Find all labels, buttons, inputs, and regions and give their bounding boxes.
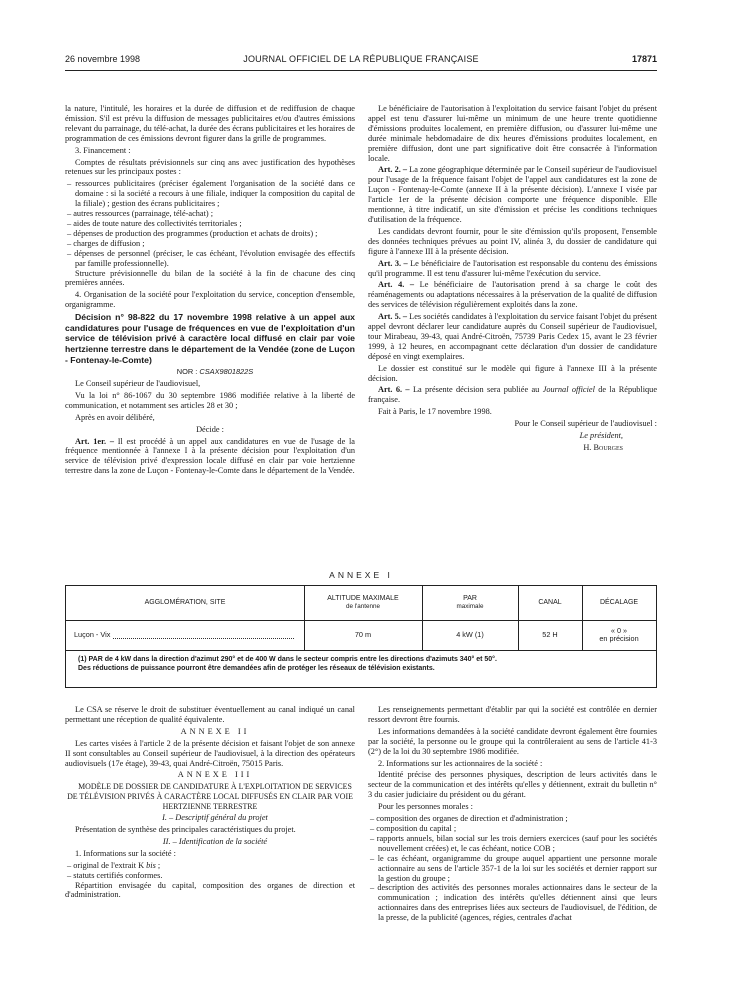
cell-site: Luçon - Vix xyxy=(66,620,304,651)
right-column-bottom xyxy=(368,705,657,923)
paragraph: Pour les personnes morales : xyxy=(378,802,473,812)
paragraph: la nature, l'intitulé, les horaires et la durée de diffusion et de rediffusion de chaque émission. S'il est prévu la diffusion de messages publicitaires et/ou d'autres émissions relevant du parrainage, du télé-achat, la durée des écrans publicitaires et les horaires de programmation de ces émissions devront figurer dans la grille de programmes. xyxy=(65,104,355,143)
left-column-top xyxy=(65,104,355,478)
list-item: – original de l'extrait K bis ; xyxy=(65,861,355,871)
cell-canal: 52 H xyxy=(518,620,582,651)
column-divider xyxy=(422,586,423,650)
cell-altitude: 70 m xyxy=(304,620,422,651)
list-item: – rapports annuels, bilan social sur les trois derniers exercices (sauf pour les sociétés nouvellement créées) et, le cas échéant, notice COB ; xyxy=(368,834,657,854)
paragraph: Comptes de résultats prévisionnels sur cinq ans avec justification des hypothèses retenues sur les principaux postes : xyxy=(65,157,355,177)
page-header xyxy=(65,54,657,68)
paragraph: 2. Informations sur les actionnaires de la société : xyxy=(378,758,543,768)
column-divider xyxy=(304,586,305,650)
header-date: 26 novembre 1998 xyxy=(65,54,141,64)
list-item: – description des activités des personnes morales actionnaires dans le secteur de la communication ; indication des intérêts qu'elles détiennent ainsi que leurs actionnaires dans des entreprises liées aux secteurs de l'audiovisuel, de l'édition, de la presse, de la publicité (agences, régies, centrales d'achat xyxy=(368,883,657,923)
signature-line: Pour le Conseil supérieur de l'audiovisuel : xyxy=(514,419,657,429)
paragraph: Les informations demandées à la société candidate devront également être fournies par la société, la personne ou le groupe qui la contrôleraient au sens de l'article 41-3 (2°) de la loi du 30 septembre 1986 modifiée. xyxy=(368,726,657,756)
paragraph: Les cartes visées à l'article 2 de la présente décision et faisant l'objet de son annexe II sont consultables au Conseil supérieur de l'audiovisuel, à la direction des opérateurs audiovisuels (17e étage), 39-43, quai André-Citroën, 75015 Paris. xyxy=(65,738,355,768)
list-item: – dépenses de production des programmes (production et achats de droits) ; xyxy=(65,229,355,239)
paragraph: Le CSA se réserve le droit de substituer éventuellement au canal indiqué un canal permettant une réception de qualité équivalente. xyxy=(65,705,355,724)
paragraph: Les renseignements permettant d'établir par qui la société est contrôlée en dernier ressort devront être fournis. xyxy=(368,705,657,724)
cell-par: 4 kW (1) xyxy=(422,620,518,651)
paragraph: Vu la loi n° 86-1067 du 30 septembre 1986 modifiée relative à la liberté de communication, et notamment ses articles 28 et 30 ; xyxy=(65,390,355,410)
decide-label: Décide : xyxy=(196,424,224,434)
article-2: Art. 2. – La zone géographique déterminée par le Conseil supérieur de l'audiovisuel pour l'usage de la fréquence faisant l'objet de l'appel aux candidatures est la zone de Luçon - Fontenay-le-Comte (annexe II à la présente décision). L'annexe I visée par l'article 1er de la présente décision comporte une fréquence disponible. Elle mentionne, à titre indicatif, un site d'émission et précise les conditions techniques d'utilisation de la fréquence. xyxy=(368,165,658,224)
paragraph: Les candidats devront fournir, pour le site d'émission qu'ils proposent, l'ensemble des données techniques prévues au point IV, alinéa 3, du dossier de candidature qui figure à l'annexe III à la présente décision. xyxy=(368,226,657,256)
list-item: – ressources publicitaires (préciser également l'organisation de la société dans ce domaine : si la société a recours à une filiale, indiquer la composition du capital de la filiale) ; gestion des écrans publicitaires ; xyxy=(65,179,355,209)
list-item: – dépenses de personnel (préciser, le cas échéant, l'évolution envisagée des effectifs par famille professionnelle). xyxy=(65,249,355,269)
header-journal-title: JOURNAL OFFICIEL DE LA RÉPUBLIQUE FRANÇAISE xyxy=(243,54,479,64)
table-footnote: (1) PAR de 4 kW dans la direction d'azimut 290° et de 400 W dans le secteur compris entre les directions d'azimuts 340° et 50°. Des réductions de puissance pourront être demandées afin de protéger les réseaux de télévision existants. xyxy=(78,656,497,672)
list-item: – statuts certifiés conformes. xyxy=(65,871,355,881)
paragraph: Présentation de synthèse des principales caractéristiques du projet. xyxy=(75,825,296,835)
column-header-decalage: DÉCALAGE xyxy=(582,586,656,621)
left-column-bottom xyxy=(65,705,355,902)
cell-decalage: « 0 » en précision xyxy=(582,620,656,651)
paragraph: Le dossier est constitué sur le modèle qui figure à l'annexe III à la présente décision. xyxy=(368,363,657,383)
list-item: – autres ressources (parrainage, télé-achat) ; xyxy=(65,209,355,219)
annexe-2-title: ANNEXE II xyxy=(180,726,250,736)
header-rule xyxy=(65,70,657,71)
paragraph: Le Conseil supérieur de l'audiovisuel, xyxy=(75,379,201,388)
decision-title: Décision n° 98-822 du 17 novembre 1998 relative à un appel aux candidatures pour l'usage de fréquences en vue de l'exploitation d'un service de télévision privé à caractère local diffusé en clair par voie hertzienne terrestre dans le département de la Vendée (zone de Luçon - Fontenay-le-Comte) xyxy=(65,312,355,365)
paragraph: Identité précise des personnes physiques, description de leurs activités dans le secteur de la communication et des intérêts qu'elles y détiennent, extrait du bulletin n° 3 du casier judiciaire du président ou du gérant. xyxy=(368,770,657,800)
signature-name: H. Bourges xyxy=(583,443,623,452)
column-header-canal: CANAL xyxy=(518,586,582,621)
paragraph: 4. Organisation de la société pour l'exploitation du service, conception d'ensemble, organigramme. xyxy=(65,290,355,310)
model-title: MODÈLE DE DOSSIER DE CANDIDATURE À L'EXPLOITATION DE SERVICES DE TÉLÉVISION PRIVÉS À CARACTÈRE LOCAL DIFFUSÉS EN CLAIR PAR VOIE HERTZIENNE TERRESTRE xyxy=(67,782,353,811)
column-divider xyxy=(518,586,519,650)
list-item: – composition des organes de direction et d'administration ; xyxy=(368,814,657,824)
column-header-altitude: ALTITUDE MAXIMALE de l'antenne xyxy=(304,586,422,621)
date-line: Fait à Paris, le 17 novembre 1998. xyxy=(378,407,492,417)
paragraph: Répartition envisagée du capital, composition des organes de direction et d'administration. xyxy=(65,880,355,900)
article-5: Art. 5. – Les sociétés candidates à l'exploitation du service faisant l'objet du présent appel devront déclarer leur candidature auprès du Conseil supérieur de l'audiovisuel, tour Mirabeau, 39-43, quai André-Citroën, 75739 Paris Cedex 15, avant le 23 février 1999, à 12 heures, en accompagnant cette déclaration d'un dossier de candidature déposé en vingt exemplaires. xyxy=(368,312,658,361)
article-3: Art. 3. – Le bénéficiaire de l'autorisation est responsable du contenu des émissions qu'il programme. Il est tenu d'assurer lui-même l'exécution du service. xyxy=(368,258,658,278)
paragraph: 3. Financement : xyxy=(75,145,131,155)
list-item: – composition du capital ; xyxy=(368,824,657,834)
annexe-3-title: ANNEXE III xyxy=(177,770,253,780)
paragraph: Le bénéficiaire de l'autorisation à l'exploitation du service faisant l'objet du présent appel est tenu d'assurer lui-même un minimum de une heure trente quotidienne d'émissions produites localement, en première diffusion, ou d'assurer lui-même une durée minimale hebdomadaire de dix heures d'émissions produites localement, en première diffusion, dont une part significative doit être consacrée à l'information locale. xyxy=(368,104,657,163)
article-6: Art. 6. – La présente décision sera publiée au Journal officiel de la République française. xyxy=(368,385,658,405)
paragraph: Structure prévisionnelle du bilan de la société à la fin de chacune des cinq premières années. xyxy=(65,268,355,288)
leader-dots xyxy=(113,632,294,639)
section-heading: I. – Descriptif général du projet xyxy=(162,813,268,823)
list-item: – charges de diffusion ; xyxy=(65,239,355,249)
list-item: – le cas échéant, organigramme du groupe auquel appartient une personne morale actionnaire au sens de l'article 357-1 de la loi sur les sociétés et dernier rapport sur la gestion du groupe ; xyxy=(368,854,657,884)
header-page-number: 17871 xyxy=(631,54,657,64)
column-header-par: PAR maximale xyxy=(422,586,518,621)
paragraph: 1. Informations sur la société : xyxy=(75,848,176,858)
article-1: Art. 1er. – Il est procédé à un appel aux candidatures en vue de l'usage de la fréquence mentionnée à l'annexe I à la présente décision pour l'exploitation d'un service de télévision privé d'expression locale diffusé en clair par voie hertzienne terrestre dans la zone de Luçon - Fontenay-le-Comte dans le département de la Vendée. xyxy=(65,436,355,476)
list-item: – aides de toute nature des collectivités territoriales ; xyxy=(65,219,355,229)
paragraph: Après en avoir délibéré, xyxy=(75,412,155,422)
annexe-1-table xyxy=(65,585,657,688)
right-column-top xyxy=(368,104,657,455)
nor-reference: NOR : CSAX9801822S xyxy=(176,367,254,377)
article-4: Art. 4. – Le bénéficiaire de l'autorisation prend à sa charge le coût des réaménagements ou adaptations nécessaires à la préservation de la qualité de diffusion des services de télévision régulièrement exploités dans la zone. xyxy=(368,280,657,310)
annexe-1-title: ANNEXE I xyxy=(329,570,393,580)
column-divider xyxy=(582,586,583,650)
section-heading: II. – Identification de la société xyxy=(162,836,268,846)
column-header-site: AGGLOMÉRATION, SITE xyxy=(66,586,304,621)
signature-title: Le président, xyxy=(579,431,623,441)
